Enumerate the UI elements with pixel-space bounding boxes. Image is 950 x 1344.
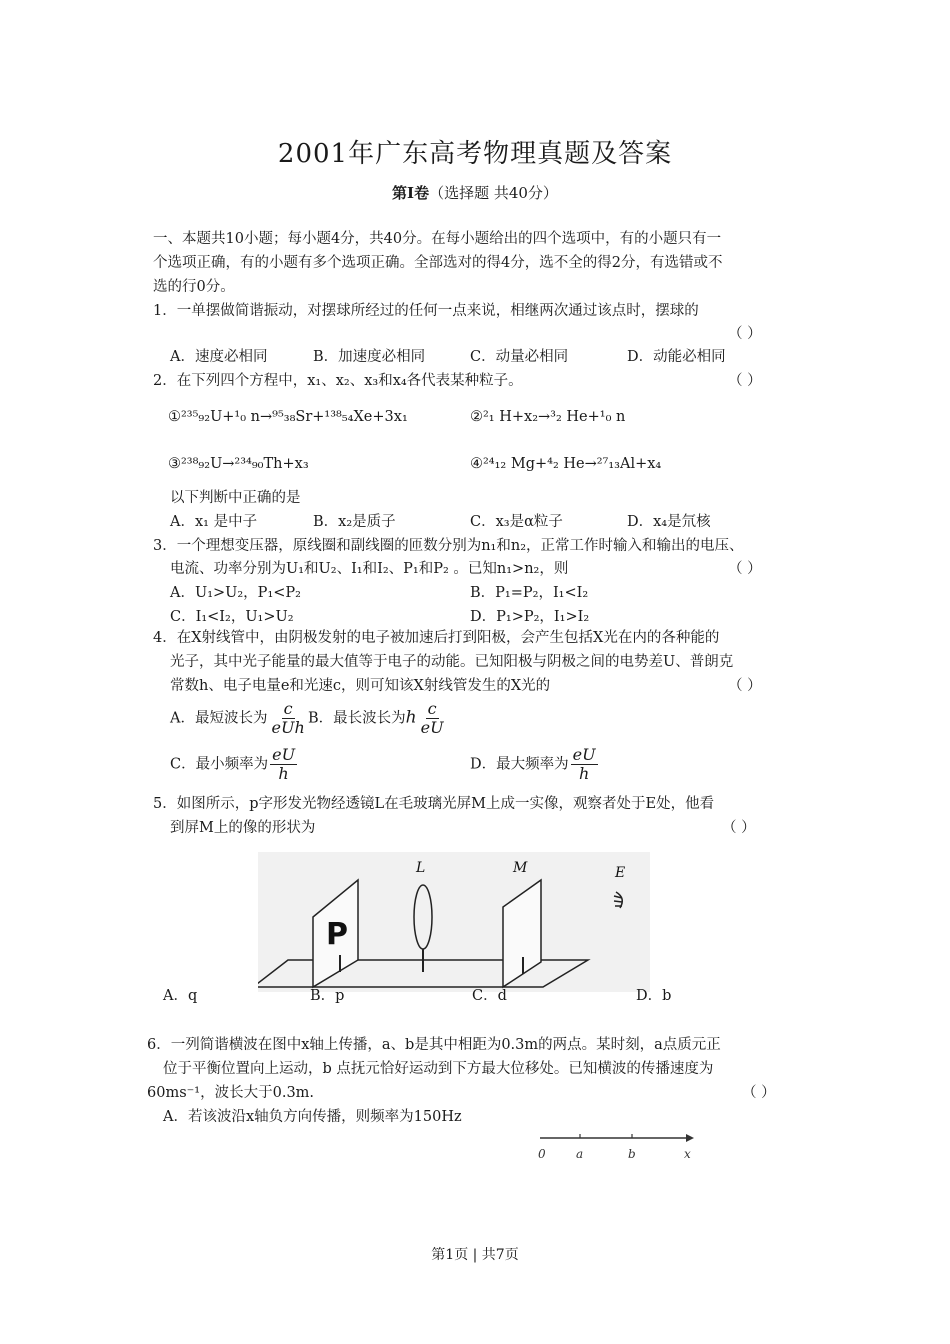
q2-option-a: A．x₁ 是中子 [170,514,258,530]
q4-option-c [170,746,297,783]
axis-label-origin: 0 [538,1147,546,1161]
q5-option-c: C．d [472,988,507,1004]
optics-figure [258,852,650,992]
q1-option-b: B．加速度必相同 [313,349,426,365]
q4-option-d-fraction [571,746,598,783]
instructions-line-1: 一、本题共10小题；每小题4分，共40分。在每小题给出的四个选项中，有的小题只有一 [153,231,722,247]
q4-option-d-numerator: eU [572,745,596,764]
q5-answer-paren: （ ） [722,820,756,836]
q1-stem: 1．一单摆做简谐振动，对摆球所经过的任何一点来说，相继两次通过该点时，摆球的 [153,303,699,319]
q3-option-a: A．U₁>U₂，P₁<P₂ [170,585,301,601]
q4-option-c-numerator: eU [272,745,296,764]
q4-option-b-label: B．最长波长为 [308,710,406,727]
q3-option-d: D．P₁>P₂，I₁>I₂ [470,609,590,625]
q3-answer-paren: （ ） [728,561,762,577]
q6-stem-line-1: 6．一列简谐横波在图中x轴上传播，a、b是其中相距为0.3m的两点。某时刻，a点质元正 [147,1037,721,1053]
q2-equation-2: ②²₁ H+x₂→³₂ He+¹₀ n [470,409,626,425]
q4-option-c-label: C．最小频率为 [170,756,269,773]
q3-option-b: B．P₁=P₂，I₁<I₂ [470,585,589,601]
q4-stem-line-1: 4．在X射线管中，由阴极发射的电子被加速后打到阳极，会产生包括X光在内的各种能的 [153,630,720,646]
q2-equation-3: ③²³⁸₉₂U→²³⁴₉₀Th+x₃ [168,456,309,472]
q2-equation-1: ①²³⁵₉₂U+¹₀ n→⁹⁵₃₈Sr+¹³⁸₅₄Xe+3x₁ [168,409,408,425]
fig-label-l: L [416,860,426,876]
q6-stem-line-3: 60ms⁻¹，波长大于0.3m. [147,1085,315,1101]
q3-option-c: C．I₁<I₂，U₁>U₂ [170,609,294,625]
q4-option-d [470,746,598,783]
q5-option-d: D．b [636,988,672,1004]
q4-option-a-denominator: eUh [271,718,305,737]
q4-option-a-numerator: c [283,699,293,718]
section-heading-rest: （选择题 共40分） [429,184,558,202]
q5-option-a: A．q [163,988,198,1004]
q4-answer-paren: （ ） [728,678,762,694]
q6-answer-paren: （ ） [742,1085,776,1101]
x-axis-arrow [686,1134,694,1142]
q3-stem-line-1: 3．一个理想变压器，原线圈和副线圈的匝数分别为n₁和n₂，正常工作时输入和输出的电压、 [153,538,744,554]
q2-option-c: C．x₃是α粒子 [470,514,563,530]
page-footer: 第1页 | 共7页 [431,1247,519,1263]
section-heading [0,182,950,203]
page-title: 2001年广东高考物理真题及答案 [277,139,673,169]
instructions-line-3: 选的行0分。 [153,279,235,295]
q4-option-b [308,700,446,737]
section-heading-bold: 第Ⅰ卷 [392,184,430,202]
q5-option-b: B．p [310,988,345,1004]
q3-stem-line-2: 电流、功率分别为U₁和U₂、I₁和I₂、P₁和P₂ 。已知n₁>n₂，则 [170,561,569,577]
q4-option-a-label: A．最短波长为 [170,710,268,727]
q4-option-a-fraction [269,700,306,737]
q6-stem-line-2: 位于平衡位置向上运动，b 点抚元恰好运动到下方最大位移处。已知横波的传播速度为 [163,1061,714,1077]
fig-label-m: M [513,860,528,876]
fig-label-e: E [615,865,626,881]
q4-option-d-denominator: h [578,764,590,783]
q6-option-a: A．若该波沿x轴负方向传播，则频率为150Hz [163,1109,462,1125]
q4-option-d-label: D．最大频率为 [470,756,569,773]
q4-option-a [170,700,307,737]
q1-option-c: C．动量必相同 [470,349,569,365]
q4-stem-line-3: 常数h、电子电量e和光速c，则可知该X射线管发生的X光的 [170,678,551,694]
axis-label-x: x [684,1147,691,1161]
q4-option-b-numerator: c [427,699,437,718]
wave-axis-figure [528,1126,700,1166]
instructions-line-2: 个选项正确，有的小题有多个选项正确。全部选对的得4分，选不全的得2分，有选错或不 [153,255,723,271]
q4-option-c-denominator: h [278,764,289,783]
q1-answer-paren: （ ） [728,326,762,342]
q4-option-c-fraction [270,746,297,783]
q2-option-b: B．x₂是质子 [313,514,396,530]
q2-prompt: 以下判断中正确的是 [170,490,301,506]
q5-stem-line-1: 5．如图所示，p字形发光物经透镜L在毛玻璃光屏M上成一实像，观察者处于E处，他看 [153,796,715,812]
q2-answer-paren: （ ） [728,373,762,389]
q4-option-b-h: h [405,707,417,728]
q2-equation-4: ④²⁴₁₂ Mg+⁴₂ He→²⁷₁₃Al+x₄ [470,456,662,472]
q4-option-b-denominator: eU [420,718,444,737]
q2-stem: 2．在下列四个方程中，x₁、x₂、x₃和x₄各代表某种粒子。 [153,373,523,389]
q1-option-a: A．速度必相同 [170,349,268,365]
q1-option-d: D．动能必相同 [627,349,726,365]
q2-option-d: D．x₄是氘核 [627,514,711,530]
fig-label-p: P [326,917,348,952]
q5-stem-line-2: 到屏M上的像的形状为 [170,820,316,836]
axis-label-a: a [576,1147,584,1161]
q4-option-b-fraction [419,700,446,737]
q4-stem-line-2: 光子，其中光子能量的最大值等于电子的动能。已知阳极与阴极之间的电势差U、普朗克 [170,654,734,670]
axis-label-b: b [628,1147,636,1161]
